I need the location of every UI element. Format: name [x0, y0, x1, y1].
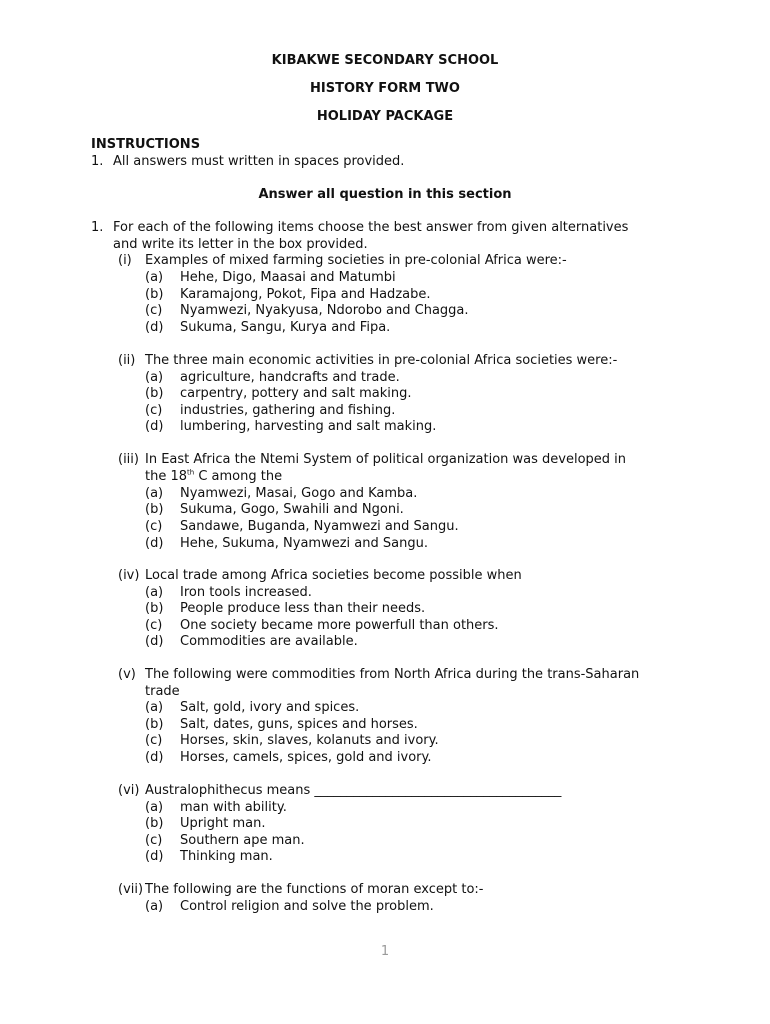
instruction-text: All answers must written in spaces provided.: [113, 154, 405, 169]
option-text: Salt, dates, guns, spices and horses.: [180, 717, 418, 732]
item-stem: Local trade among Africa societies become possible when: [145, 568, 522, 583]
option-letter: (d): [145, 320, 164, 335]
option-text: Nyamwezi, Nyakyusa, Ndorobo and Chagga.: [180, 303, 469, 318]
item-roman: (vi): [118, 783, 140, 798]
option-text: Hehe, Sukuma, Nyamwezi and Sangu.: [180, 536, 428, 551]
option-letter: (b): [145, 717, 164, 732]
option-letter: (d): [145, 849, 164, 864]
option-letter: (b): [145, 386, 164, 401]
option-letter: (d): [145, 536, 164, 551]
question-text-line2: and write its letter in the box provided.: [113, 237, 368, 252]
option-letter: (c): [145, 733, 163, 748]
option-text: Thinking man.: [180, 849, 273, 864]
option-text: Horses, skin, slaves, kolanuts and ivory.: [180, 733, 439, 748]
option-text: industries, gathering and fishing.: [180, 403, 396, 418]
option-letter: (c): [145, 303, 163, 318]
page-number: 1: [380, 944, 390, 959]
option-text: agriculture, handcrafts and trade.: [180, 370, 400, 385]
option-letter: (a): [145, 270, 164, 285]
item-stem-pre: the 18: [145, 469, 188, 484]
option-letter: (a): [145, 585, 164, 600]
option-letter: (a): [145, 899, 164, 914]
option-text: Horses, camels, spices, gold and ivory.: [180, 750, 432, 765]
item-stem: Examples of mixed farming societies in pre-colonial Africa were:-: [145, 253, 567, 268]
option-letter: (a): [145, 486, 164, 501]
option-text: Nyamwezi, Masai, Gogo and Kamba.: [180, 486, 418, 501]
option-text: man with ability.: [180, 800, 287, 815]
option-text: Commodities are available.: [180, 634, 358, 649]
item-stem: The following are the functions of moran except to:-: [145, 882, 484, 897]
ordinal-superscript: th: [187, 468, 195, 477]
option-letter: (d): [145, 750, 164, 765]
option-letter: (b): [145, 601, 164, 616]
item-roman: (v): [118, 667, 136, 682]
option-text: One society became more powerfull than others.: [180, 618, 499, 633]
option-text: People produce less than their needs.: [180, 601, 426, 616]
option-letter: (a): [145, 370, 164, 385]
instructions-heading: INSTRUCTIONS: [91, 137, 201, 152]
option-letter: (c): [145, 519, 163, 534]
item-stem-line2: [145, 469, 282, 484]
item-stem: The following were commodities from North Africa during the trans-Saharan: [145, 667, 640, 682]
option-text: Karamajong, Pokot, Fipa and Hadzabe.: [180, 287, 431, 302]
item-roman: (iv): [118, 568, 140, 583]
option-text: Sandawe, Buganda, Nyamwezi and Sangu.: [180, 519, 459, 534]
option-text: Salt, gold, ivory and spices.: [180, 700, 360, 715]
option-letter: (b): [145, 816, 164, 831]
option-text: Sukuma, Sangu, Kurya and Fipa.: [180, 320, 391, 335]
option-letter: (c): [145, 403, 163, 418]
option-letter: (b): [145, 287, 164, 302]
item-stem-line2: trade: [145, 684, 180, 699]
item-roman: (ii): [118, 353, 136, 368]
package-title: HOLIDAY PACKAGE: [316, 109, 454, 124]
item-stem: The three main economic activities in pre-colonial Africa societies were:-: [145, 353, 618, 368]
section-heading: Answer all question in this section: [258, 187, 512, 202]
option-letter: (a): [145, 800, 164, 815]
school-title: KIBAKWE SECONDARY SCHOOL: [271, 53, 499, 68]
instruction-number: 1.: [91, 154, 104, 169]
option-letter: (d): [145, 419, 164, 434]
item-stem: Australophithecus means ______________________________________: [145, 783, 562, 798]
option-text: Control religion and solve the problem.: [180, 899, 434, 914]
option-text: Hehe, Digo, Maasai and Matumbi: [180, 270, 396, 285]
option-letter: (a): [145, 700, 164, 715]
subject-title: HISTORY FORM TWO: [310, 81, 460, 96]
item-stem: In East Africa the Ntemi System of political organization was developed in: [145, 452, 627, 467]
option-letter: (d): [145, 634, 164, 649]
item-stem-post: C among the: [194, 469, 283, 484]
option-letter: (c): [145, 618, 163, 633]
option-text: Upright man.: [180, 816, 266, 831]
question-text-line1: For each of the following items choose the best answer from given alternatives: [113, 220, 629, 235]
option-text: Southern ape man.: [180, 833, 305, 848]
option-text: lumbering, harvesting and salt making.: [180, 419, 437, 434]
item-roman: (vii): [118, 882, 144, 897]
option-letter: (c): [145, 833, 163, 848]
item-roman: (i): [118, 253, 132, 268]
option-text: Iron tools increased.: [180, 585, 312, 600]
option-letter: (b): [145, 502, 164, 517]
item-roman: (iii): [118, 452, 139, 467]
question-number: 1.: [91, 220, 104, 235]
option-text: Sukuma, Gogo, Swahili and Ngoni.: [180, 502, 404, 517]
option-text: carpentry, pottery and salt making.: [180, 386, 412, 401]
